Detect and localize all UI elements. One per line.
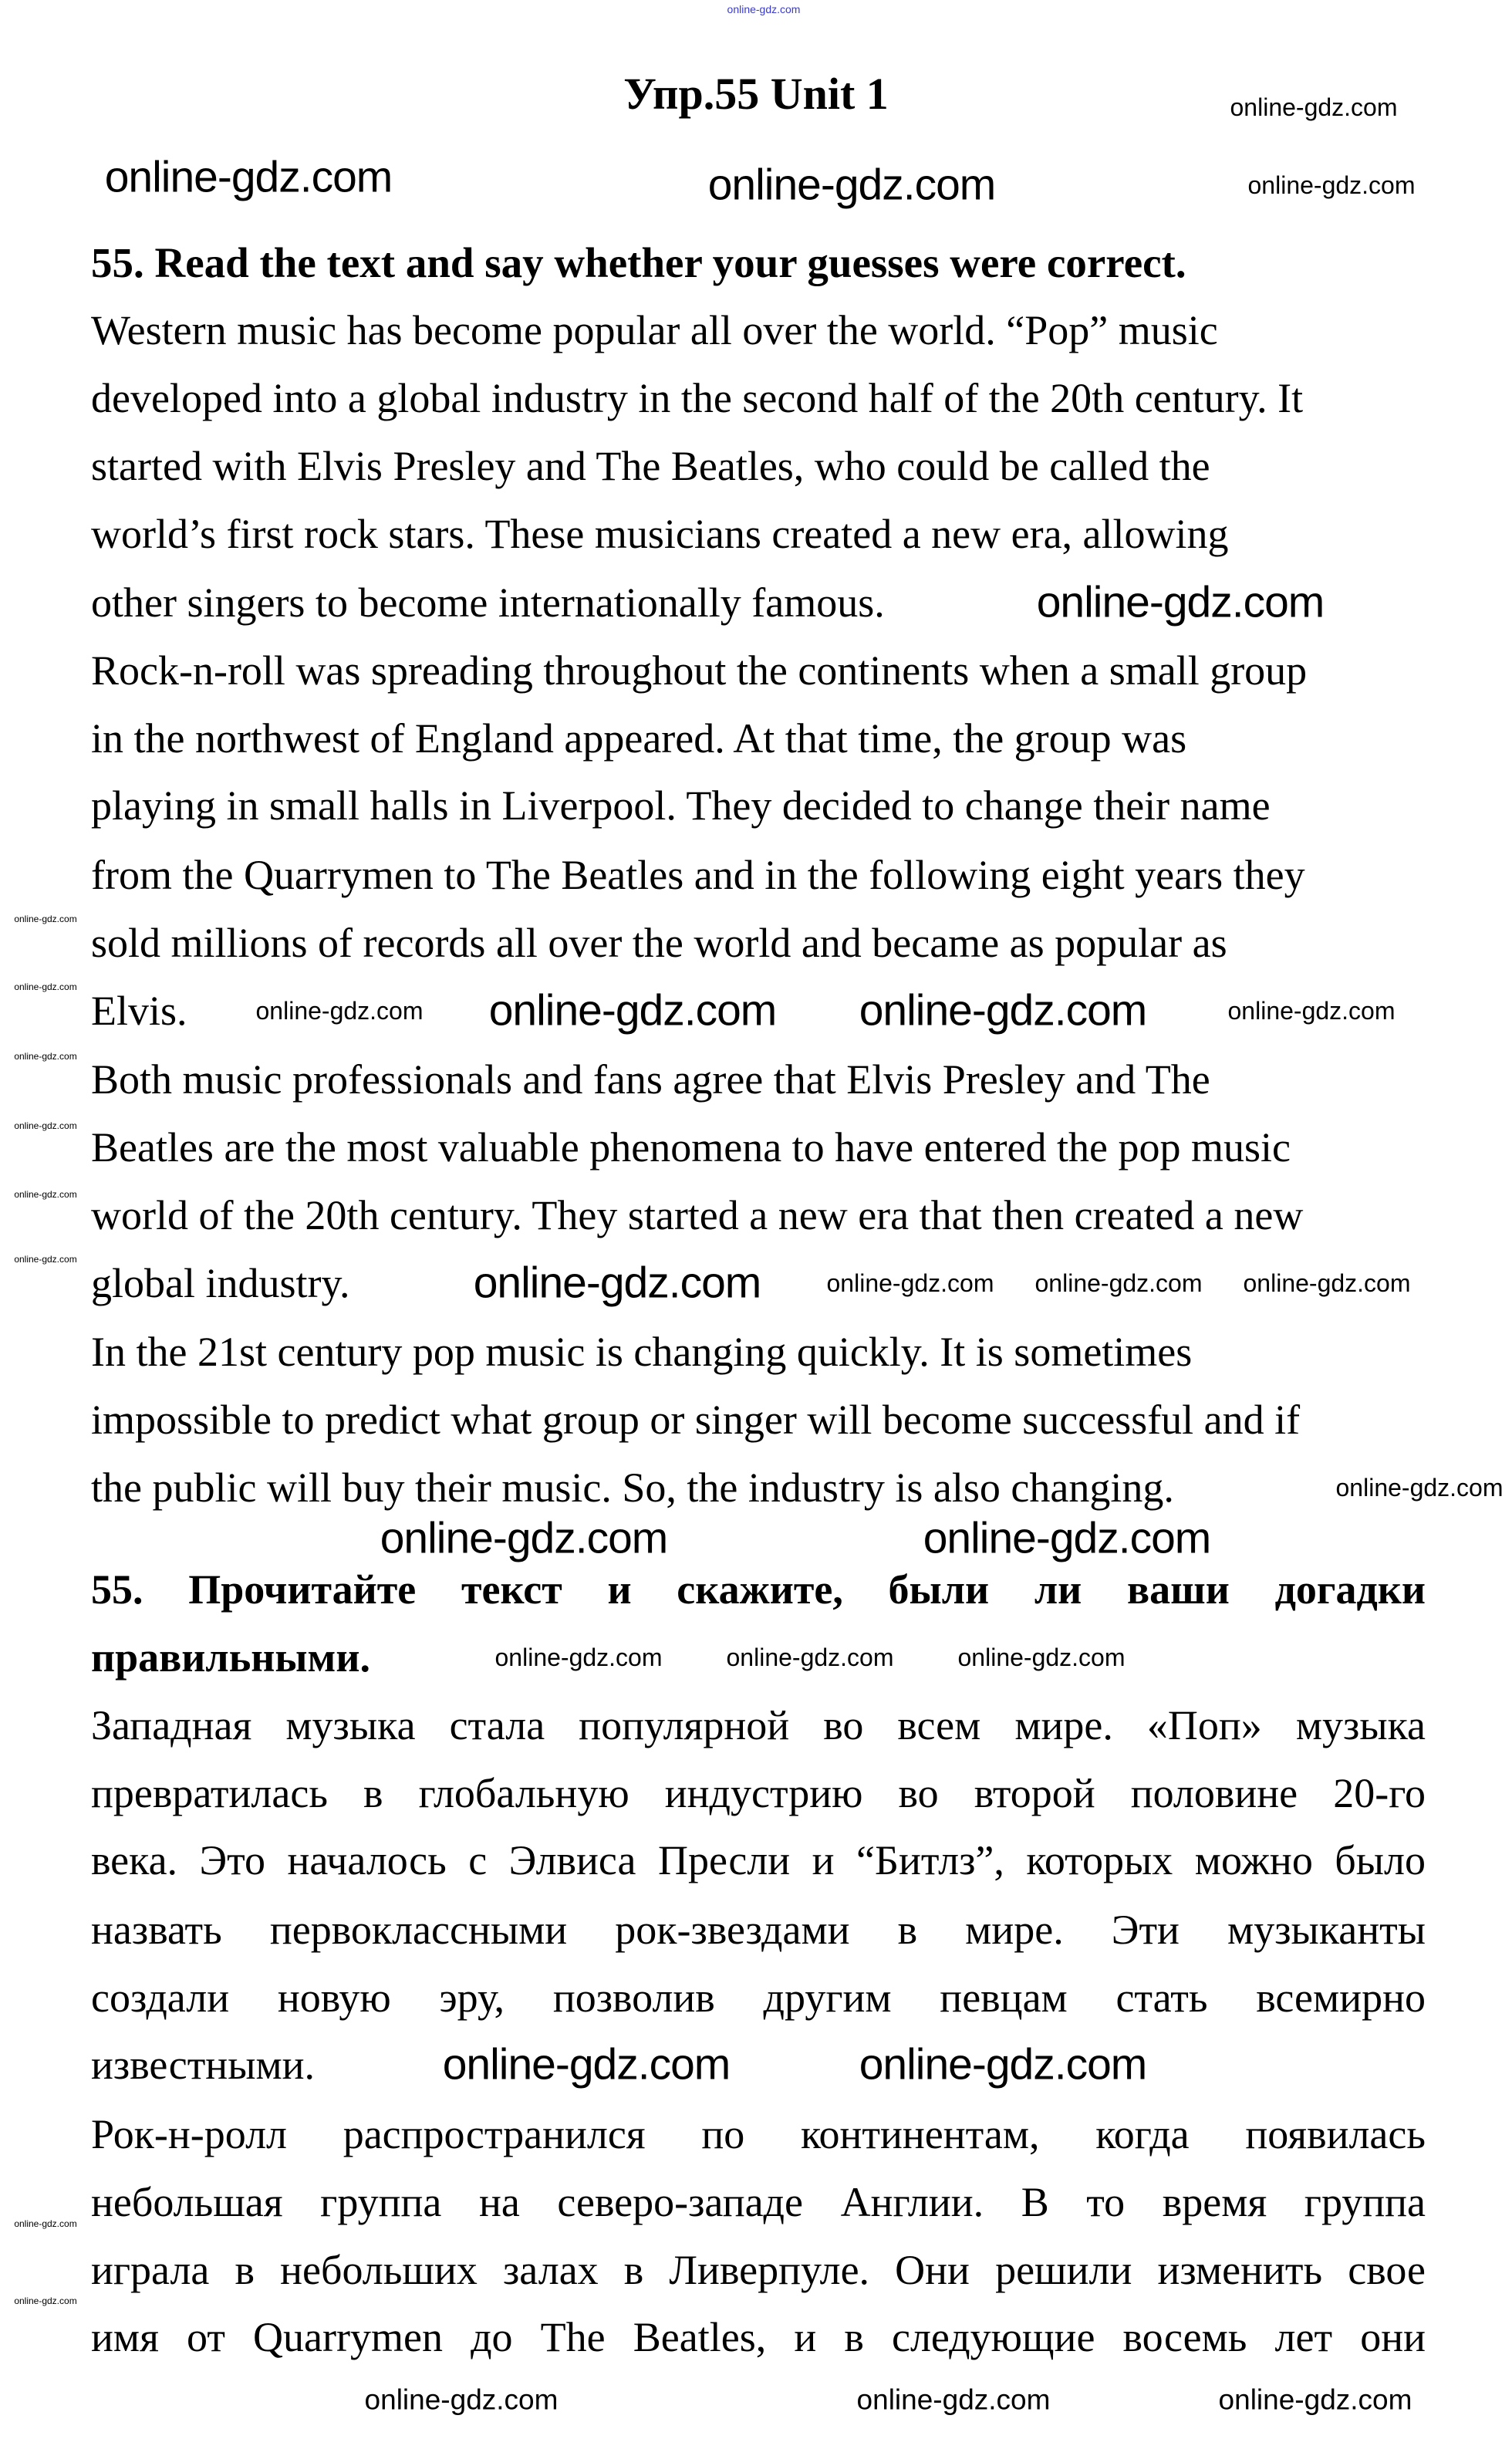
watermark: online-gdz.com: [14, 2218, 77, 2229]
watermark: online-gdz.com: [859, 985, 1147, 1035]
text-line: Западная музыка стала популярной во всем мире. «Поп» музыка: [91, 1702, 1426, 1748]
watermark: online-gdz.com: [255, 997, 424, 1025]
text-line: небольшая группа на северо-западе Англии. В то время группа: [91, 2179, 1426, 2225]
text-line: sold millions of records all over the world and became as popular as: [91, 920, 1227, 966]
text-line: назвать первоклассными рок-звездами в мире. Эти музыканты: [91, 1907, 1426, 1953]
watermark: online-gdz.com: [1335, 1474, 1504, 1502]
watermark: online-gdz.com: [14, 2295, 77, 2306]
watermark: online-gdz.com: [104, 152, 393, 202]
watermark: online-gdz.com: [473, 1258, 761, 1308]
watermark: online-gdz.com: [380, 1513, 668, 1563]
page-title: Упр.55 Unit 1: [623, 69, 889, 119]
watermark: online-gdz.com: [494, 1643, 663, 1671]
text-line: world’s first rock stars. These musicians created a new era, allowing: [91, 511, 1229, 557]
text-line: Western music has become popular all over the world. “Pop” music: [91, 307, 1218, 353]
text-line: Both music professionals and fans agree that Elvis Presley and The: [91, 1056, 1210, 1103]
exercise-heading-ru-cont: правильными.: [91, 1634, 370, 1681]
text-line: in the northwest of England appeared. At that time, the group was: [91, 715, 1187, 762]
watermark: online-gdz.com: [14, 981, 77, 992]
text-line: создали новую эру, позволив другим певцам стать всемирно: [91, 1975, 1426, 2021]
watermark: online-gdz.com: [14, 914, 77, 924]
watermark: online-gdz.com: [923, 1513, 1211, 1563]
text-line: other singers to become internationally famous.: [91, 579, 885, 626]
watermark: online-gdz.com: [442, 2039, 731, 2089]
watermark: online-gdz.com: [14, 1051, 77, 1062]
watermark: online-gdz.com: [1227, 997, 1396, 1025]
watermark: online-gdz.com: [727, 3, 801, 15]
watermark: online-gdz.com: [1247, 171, 1416, 199]
watermark: online-gdz.com: [14, 1120, 77, 1131]
watermark: online-gdz.com: [1243, 1269, 1411, 1297]
watermark: online-gdz.com: [726, 1643, 894, 1671]
text-line: имя от Quarrymen до The Beatles, и в следующие восемь лет они: [91, 2314, 1426, 2360]
text-line: века. Это началось с Элвиса Пресли и “Битлз”, которых можно было: [91, 1837, 1426, 1883]
watermark: online-gdz.com: [957, 1643, 1126, 1671]
watermark: online-gdz.com: [14, 1254, 77, 1265]
text-line: global industry.: [91, 1260, 350, 1306]
text-line: превратилась в глобальную индустрию во второй половине 20-го: [91, 1770, 1426, 1816]
watermark: online-gdz.com: [1230, 93, 1398, 121]
exercise-heading-ru: 55. Прочитайте текст и скажите, были ли ваши догадки: [91, 1566, 1426, 1613]
text-line: impossible to predict what group or singer will become successful and if: [91, 1397, 1301, 1443]
watermark: online-gdz.com: [859, 2039, 1147, 2089]
watermark: online-gdz.com: [364, 2383, 559, 2416]
watermark: online-gdz.com: [1036, 577, 1325, 627]
watermark: online-gdz.com: [707, 160, 996, 210]
text-line: известными.: [91, 2042, 316, 2088]
watermark: online-gdz.com: [14, 1189, 77, 1200]
text-line: playing in small halls in Liverpool. They decided to change their name: [91, 782, 1271, 829]
text-line: Elvis.: [91, 988, 187, 1034]
text-line: started with Elvis Presley and The Beatles, who could be called the: [91, 443, 1210, 489]
text-line: the public will buy their music. So, the industry is also changing.: [91, 1464, 1174, 1511]
watermark: online-gdz.com: [856, 2383, 1051, 2416]
text-line: from the Quarrymen to The Beatles and in the following eight years they: [91, 852, 1305, 898]
watermark: online-gdz.com: [826, 1269, 994, 1297]
watermark: online-gdz.com: [1218, 2383, 1412, 2416]
text-line: Rock-n-roll was spreading throughout the continents when a small group: [91, 647, 1308, 694]
text-line: Beatles are the most valuable phenomena to have entered the pop music: [91, 1124, 1291, 1171]
watermark: online-gdz.com: [1034, 1269, 1203, 1297]
text-line: world of the 20th century. They started a new era that then created a new: [91, 1192, 1304, 1238]
text-line: играла в небольших залах в Ливерпуле. Они решили изменить свое: [91, 2247, 1426, 2293]
watermark: online-gdz.com: [488, 985, 777, 1035]
exercise-heading-en: 55. Read the text and say whether your guesses were correct.: [91, 239, 1186, 286]
text-line: In the 21st century pop music is changing quickly. It is sometimes: [91, 1329, 1193, 1375]
text-line: developed into a global industry in the second half of the 20th century. It: [91, 375, 1304, 421]
text-line: Рок-н-ролл распространился по континентам, когда появилась: [91, 2111, 1426, 2157]
